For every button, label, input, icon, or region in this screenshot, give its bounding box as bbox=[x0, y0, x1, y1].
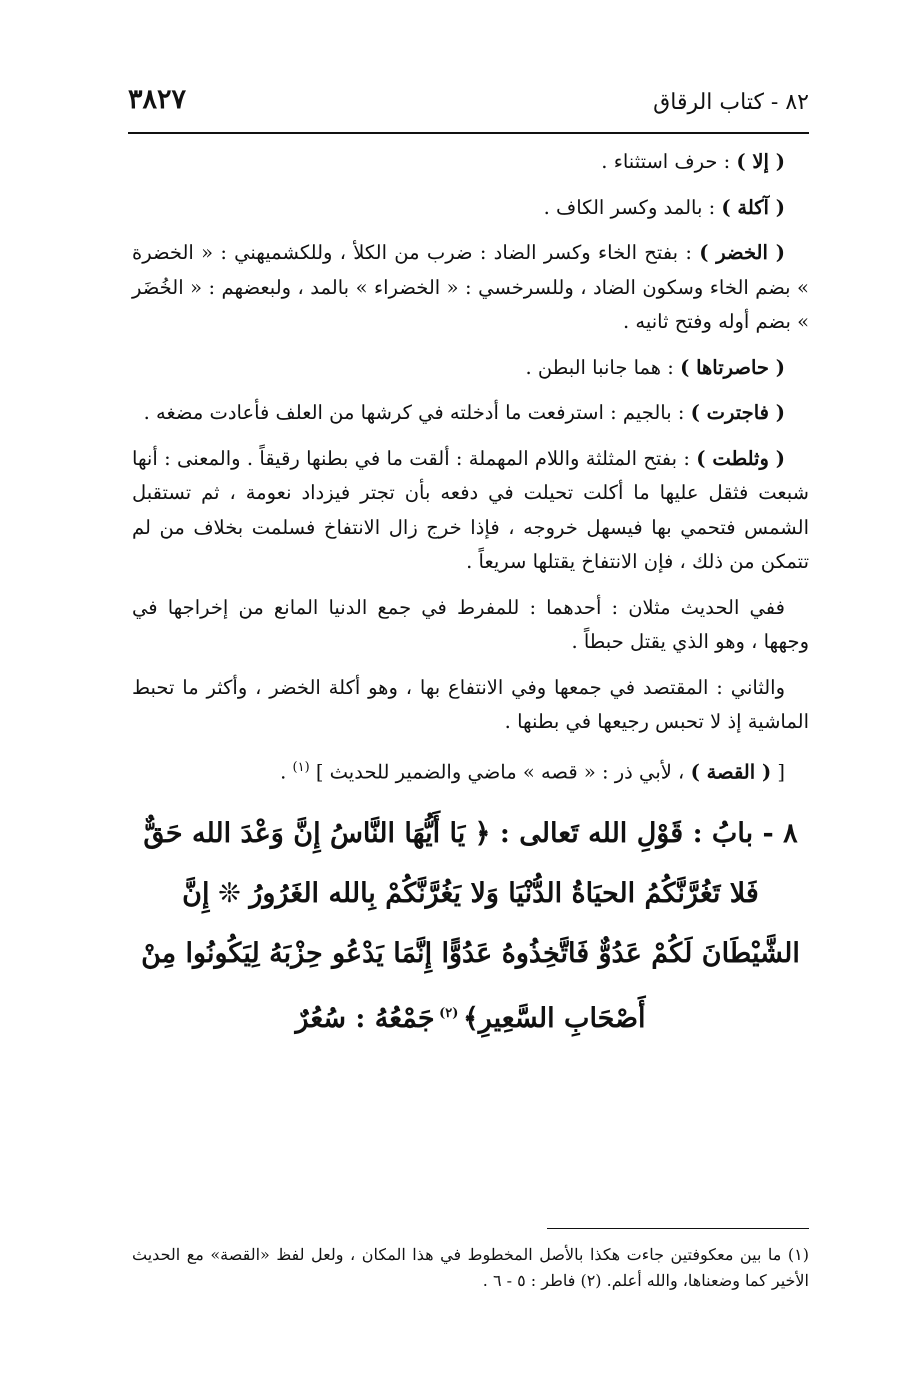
definition: : حرف استثناء . bbox=[601, 150, 737, 173]
term: ( إلا ) bbox=[736, 150, 785, 173]
paragraph-text: والثاني : المقتصد في جمعها وفي الانتفاع بها ، وهو أكلة الخضر ، وأكثر ما تحبط الماشية إذ لا تحبس رجيعها في بطنها . bbox=[132, 675, 809, 733]
page-number: ٣٨٢٧ bbox=[128, 84, 187, 115]
main-text bbox=[132, 145, 809, 1049]
footnote-2: (٢) فاطر : ٥ - ٦ . bbox=[482, 1271, 602, 1290]
definition: : بفتح المثلثة واللام المهملة : ألقت ما في بطنها رقيقاً . والمعنى : أنها شبعت فثقل عليها ما أكلت تحيلت في دفعه بأن تجتر فيزداد نعومة ، ثم تستقبل الشمس فتحمي بها فيسهل خروجه ، فإذا خرج زال الانتفاخ فسلمت بخلاف من لم تتمكن من ذلك ، فإن الانتفاخ يقتلها سريعاً . bbox=[132, 446, 809, 573]
definition: : بفتح الخاء وكسر الضاد : ضرب من الكلأ ، وللكشميهني : « الخضرة » بضم الخاء وسكون الضاد ، وللسرخسي : « الخضراء » بالمد ، ولبعضهم : « الخُضَر » بضم أوله وفتح ثانيه . bbox=[132, 241, 809, 333]
term: ( حاصرتاها ) bbox=[680, 355, 785, 379]
paragraph-illa bbox=[132, 145, 809, 180]
bracket-note bbox=[132, 751, 809, 790]
footnote-ref: (٢) bbox=[434, 1005, 463, 1021]
heading-rest: إِنَّ الشَّيْطَانَ لَكُمْ عَدُوٌّ فَاتَّخِذُوهُ عَدُوًّا إِنَّمَا يَدْعُو حِزْبَهُ لِيَكُونُوا مِنْ أَصْحَابِ السَّعِيرِ﴾ bbox=[141, 877, 800, 1034]
verse-separator-icon: ❊ bbox=[209, 877, 250, 909]
footnote-rule bbox=[547, 1228, 809, 1229]
definition: : بالجيم : استرفعت ما أدخلته في كرشها من العلف فأعادت مضغه . bbox=[143, 401, 691, 424]
paragraph-khadir bbox=[132, 236, 809, 340]
term: ( الخضر ) bbox=[699, 241, 785, 264]
definition: : هما جانبا البطن . bbox=[525, 355, 681, 379]
chapter-heading bbox=[132, 804, 809, 1049]
definition: : بالمد وكسر الكاف . bbox=[543, 195, 722, 219]
running-header bbox=[128, 84, 809, 124]
term: ( القصة ) bbox=[690, 760, 772, 783]
paragraph-thalatat bbox=[132, 442, 809, 580]
chapter-title: ٨٢ - كتاب الرقاق bbox=[653, 90, 809, 115]
definition: ، لأبي ذر : « قصه » ماضي والضمير للحديث ] bbox=[309, 760, 691, 783]
term: ( فاجترت ) bbox=[690, 401, 785, 424]
heading-lead: ٨ - بابُ : قَوْلِ الله تَعالى : ﴿ يَا أَيُّهَا النَّاسُ إِنَّ وَعْدَ الله حَقٌّ فَلا تَغُرَّنَّكُمُ الحيَاةُ الدُّنْيَا وَلا يَغُرَّنَّكُمْ بِالله الغَرُورُ bbox=[143, 817, 798, 909]
term: ( وثلطت ) bbox=[696, 446, 785, 470]
footnote-1: (١) ما بين معكوفتين جاءت هكذا بالأصل المخطوط في هذا المكان ، ولعل لفظ «القصة» مع الحديث الأخير كما وضعناها، والله أعلم. bbox=[132, 1245, 809, 1290]
header-rule bbox=[128, 132, 809, 134]
heading-tail: جَمْعُهُ : سُعُرٌ bbox=[295, 1002, 435, 1034]
paragraph-ijtarrat bbox=[132, 396, 809, 431]
paragraph-akila bbox=[132, 191, 809, 226]
paragraph-thani bbox=[132, 671, 809, 740]
term: ( آكلة ) bbox=[721, 195, 785, 219]
bracket-open: [ bbox=[771, 760, 785, 783]
note-end: . bbox=[280, 760, 293, 783]
paragraph-text: ففي الحديث مثلان : أحدهما : للمفرط في جمع الدنيا المانع من إخراجها في وجهها ، وهو الذي يقتل حبطاً . bbox=[132, 595, 809, 653]
paragraph-mathalan bbox=[132, 591, 809, 660]
footnotes bbox=[132, 1242, 809, 1294]
footnote-ref: (١) bbox=[292, 759, 310, 775]
paragraph-hasiratahu bbox=[132, 351, 809, 386]
